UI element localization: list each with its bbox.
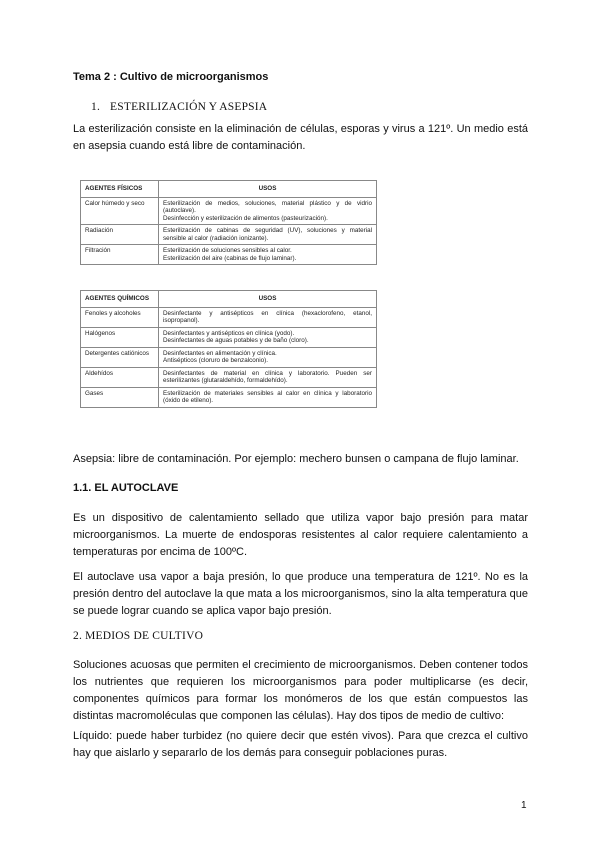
use-line: Desinfectantes de aguas potables y de baño (cloro). xyxy=(163,337,309,344)
uses-cell xyxy=(159,225,377,245)
autoclave-paragraph-1: Es un dispositivo de calentamiento sellado que utiliza vapor bajo presión para matar microorganismos. La muerte de endosporas resistentes al calor requiere calentamiento a temperaturas por encima de 100ºC. xyxy=(73,512,528,558)
liquido-paragraph: Líquido: puede haber turbidez (no quiere decir que estén vivos). Para que crezca el cultivo hay que aislarlo y separarlo de los demás para conseguir poblaciones puras. xyxy=(73,730,528,759)
uses-cell xyxy=(159,307,377,327)
table-row xyxy=(81,307,377,327)
section-heading-1 xyxy=(91,101,267,113)
agent-cell: Halógenos xyxy=(81,327,159,347)
use-line: Esterilización de cabinas de seguridad (UV), soluciones y material sensible al calor (radiación ionizante). xyxy=(163,227,372,242)
uses-cell xyxy=(159,197,377,225)
table-row xyxy=(81,327,377,347)
agent-cell: Filtración xyxy=(81,245,159,265)
use-line: Esterilización del aire (cabinas de flujo laminar). xyxy=(163,254,297,262)
table-row xyxy=(81,225,377,245)
table-row xyxy=(81,367,377,387)
agent-cell: Fenoles y alcoholes xyxy=(81,307,159,327)
table-header-row xyxy=(81,291,377,308)
table-row xyxy=(81,387,377,407)
use-line: Antisépticos (cloruro de benzalconio). xyxy=(163,357,269,364)
agent-cell: Radiación xyxy=(81,225,159,245)
document-title: Tema 2 : Cultivo de microorganismos xyxy=(73,71,269,83)
agent-cell: Detergentes catiónicos xyxy=(81,347,159,367)
agent-cell: Aldehídos xyxy=(81,367,159,387)
medios-paragraph: Soluciones acuosas que permiten el crecimiento de microorganismos. Deben contener todos los nutrientes que requieren los microorganismos para poder multiplicarse (es decir, componentes químicos para formar los monómeros de los que están compuestos las distintas macromoléculas que componen las células). Hay dos tipos de medio de cultivo: xyxy=(73,659,528,722)
physical-agents-table xyxy=(80,180,377,265)
use-line: Desinfectantes de material en clínica y laboratorio. Pueden ser esterilizantes (glutaraldehído, formaldehído). xyxy=(163,369,372,384)
use-line: Esterilización de soluciones sensibles al calor. xyxy=(163,247,292,254)
use-line: Esterilización de materiales sensibles al calor en clínica y laboratorio (óxido de etileno). xyxy=(163,389,372,404)
autoclave-paragraph-2: El autoclave usa vapor a baja presión, lo que produce una temperatura de 121º. No es la presión dentro del autoclave la que mata a los microorganismos, sino la alta temperatura que se puede lograr cuando se aplica vapor bajo presión. xyxy=(73,571,528,617)
use-line: Desinfectantes en alimentación y clínica. xyxy=(163,349,277,357)
table-row xyxy=(81,347,377,367)
agent-cell: Gases xyxy=(81,387,159,407)
use-line: Desinfectante y antisépticos en clínica (hexaclorofeno, etanol, isopropanol). xyxy=(163,309,372,324)
column-header-agent: AGENTES QUÍMICOS xyxy=(81,291,159,308)
page-number: 1 xyxy=(521,800,527,811)
column-header-agent: AGENTES FÍSICOS xyxy=(81,181,159,198)
uses-cell xyxy=(159,245,377,265)
subsection-heading: 1.1. EL AUTOCLAVE xyxy=(73,482,179,494)
use-line: Desinfección y esterilización de alimentos (pasteurización). xyxy=(163,214,328,222)
section-title: ESTERILIZACIÓN Y ASEPSIA xyxy=(110,101,268,113)
uses-cell xyxy=(159,367,377,387)
chemical-agents-table xyxy=(80,290,377,408)
asepsia-paragraph: Asepsia: libre de contaminación. Por ejemplo: mechero bunsen o campana de flujo laminar. xyxy=(73,453,519,465)
column-header-uses: USOS xyxy=(159,291,377,308)
table-row xyxy=(81,245,377,265)
uses-cell xyxy=(159,327,377,347)
section-number: 1. xyxy=(91,101,101,113)
agent-cell: Calor húmedo y seco xyxy=(81,197,159,225)
table-header-row xyxy=(81,181,377,198)
table-row xyxy=(81,197,377,225)
uses-cell xyxy=(159,347,377,367)
use-line: Desinfectantes y antisépticos en clínica (yodo). xyxy=(163,329,295,337)
uses-cell xyxy=(159,387,377,407)
use-line: Esterilización de medios, soluciones, material plástico y de vidrio (autoclave). xyxy=(163,199,372,214)
column-header-uses: USOS xyxy=(159,181,377,198)
section-heading-2: 2. MEDIOS DE CULTIVO xyxy=(73,630,204,642)
intro-paragraph: La esterilización consiste en la eliminación de células, esporas y virus a 121º. Un medio está en asepsia cuando está libre de contaminación. xyxy=(73,123,528,152)
